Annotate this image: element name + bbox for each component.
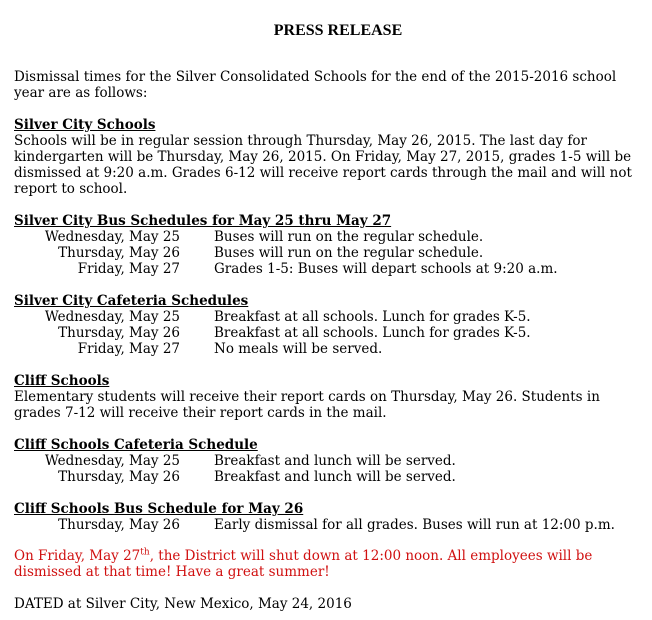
schedule-desc: Early dismissal for all grades. Buses will run at 12:00 p.m. [214, 517, 615, 533]
silver-city-cafeteria-section [14, 293, 644, 357]
cliff-cafeteria-section [14, 437, 644, 485]
schedule-day: Wednesday, May 25 [44, 309, 180, 325]
schedule-row [14, 453, 644, 469]
schedule-row [14, 229, 644, 245]
schedule-desc: Breakfast and lunch will be served. [214, 469, 456, 485]
closing-notice-start: On Friday, May 27 [14, 548, 141, 564]
silver-city-schools-section [14, 117, 644, 197]
schedule-row [14, 517, 644, 533]
section-body: Schools will be in regular session through Thursday, May 26, 2015. The last day for kindergarten will be Thursday, May 26, 2015. On Friday, May 27, 2015, grades 1-5 will be dismissed at 9:20 a.m. Grades 6-12 will receive report cards through the mail and will not report to school. [14, 133, 632, 197]
schedule-day: Wednesday, May 25 [44, 453, 180, 469]
closing-notice-end: , the District will shut down at 12:00 noon. All employees will be dismissed at that time! Have a great summer! [14, 548, 593, 580]
cliff-schools-section [14, 373, 644, 421]
schedule-desc: Buses will run on the regular schedule. [214, 245, 484, 261]
schedule-desc: Breakfast at all schools. Lunch for grades K-5. [214, 325, 531, 341]
closing-notice [14, 548, 644, 580]
section-heading: Silver City Cafeteria Schedules [14, 293, 249, 309]
schedule-row [14, 261, 644, 277]
intro-paragraph: Dismissal times for the Silver Consolidated Schools for the end of the 2015-2016 school year are as follows: [14, 69, 617, 101]
section-heading: Silver City Schools [14, 117, 156, 133]
section-heading: Cliff Schools [14, 373, 110, 389]
schedule-row [14, 325, 644, 341]
schedule-day: Thursday, May 26 [58, 325, 180, 341]
schedule-desc: Buses will run on the regular schedule. [214, 229, 484, 245]
cliff-bus-section [14, 501, 644, 533]
silver-city-bus-section [14, 213, 644, 277]
ordinal-suffix: th [140, 547, 150, 558]
section-body: Elementary students will receive their report cards on Thursday, May 26. Students in grades 7-12 will receive their report cards in the mail. [14, 389, 600, 421]
section-heading: Cliff Schools Cafeteria Schedule [14, 437, 258, 453]
schedule-day: Thursday, May 26 [58, 469, 180, 485]
schedule-desc: Breakfast and lunch will be served. [214, 453, 456, 469]
schedule-desc: No meals will be served. [214, 341, 383, 357]
section-heading: Cliff Schools Bus Schedule for May 26 [14, 501, 304, 517]
dated-line: DATED at Silver City, New Mexico, May 24, 2016 [14, 596, 352, 612]
schedule-row [14, 469, 644, 485]
schedule-day: Friday, May 27 [77, 341, 180, 357]
page-title: PRESS RELEASE [273, 22, 403, 39]
schedule-day: Wednesday, May 25 [44, 229, 180, 245]
schedule-desc: Breakfast at all schools. Lunch for grades K-5. [214, 309, 531, 325]
schedule-day: Thursday, May 26 [58, 517, 180, 533]
press-release-document [14, 0, 644, 612]
section-heading: Silver City Bus Schedules for May 25 thru May 27 [14, 213, 392, 229]
schedule-day: Thursday, May 26 [58, 245, 180, 261]
schedule-row [14, 341, 644, 357]
schedule-row [14, 245, 644, 261]
schedule-row [14, 309, 644, 325]
schedule-desc: Grades 1-5: Buses will depart schools at 9:20 a.m. [214, 261, 558, 277]
schedule-day: Friday, May 27 [77, 261, 180, 277]
